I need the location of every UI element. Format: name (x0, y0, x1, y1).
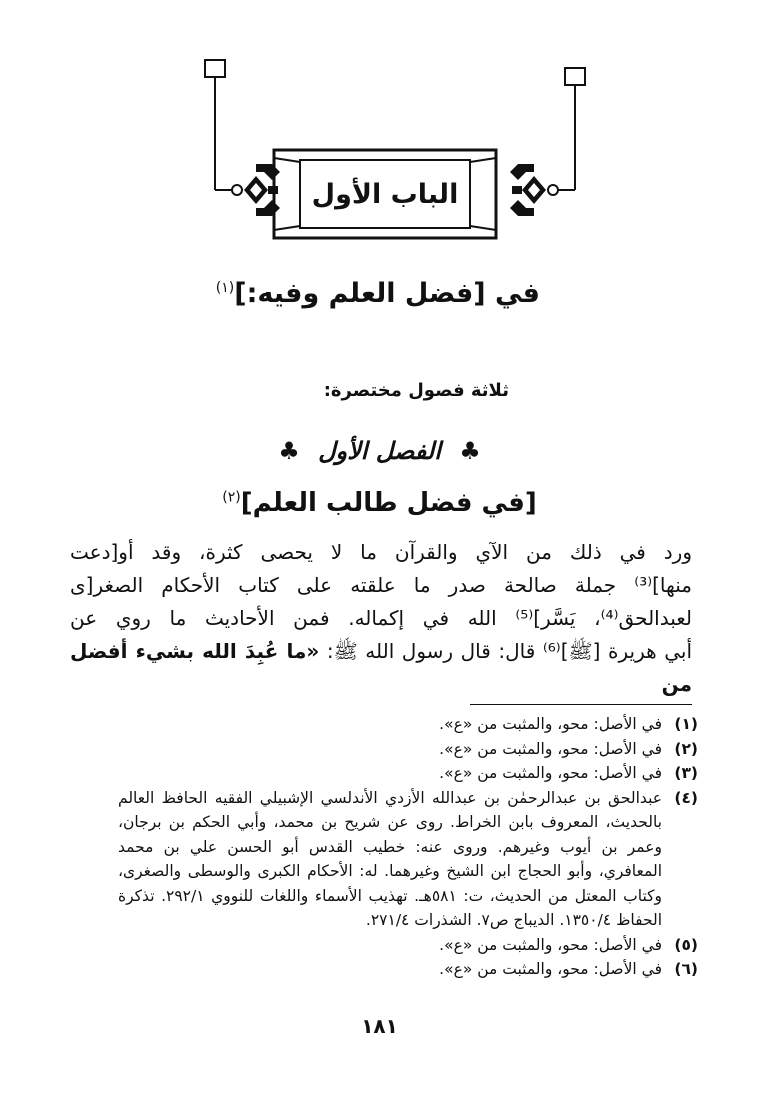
footnotes (118, 712, 698, 982)
footnote-text: في الأصل: محو، والمثبت من «ع». (439, 960, 662, 978)
section-title-text: الفصل الأول (318, 436, 441, 465)
footnote-separator (470, 704, 692, 705)
footnote (118, 957, 698, 982)
tree-ornament-icon: ♣ (278, 436, 300, 465)
footnote-number: (٤) (674, 788, 698, 807)
chapter-title: الباب الأول (311, 178, 459, 210)
section-subtitle (0, 488, 759, 518)
footnote-text: في الأصل: محو، والمثبت من «ع». (439, 715, 662, 733)
footnote-number: (٣) (674, 764, 698, 782)
chapter-header-ornament (0, 0, 759, 270)
footnote-number: (٥) (674, 935, 698, 954)
footnote-text: في الأصل: محو، والمثبت من «ع». (439, 935, 662, 954)
body-line-plain: أبي هريرة [ﷺ]⁽⁶⁾ قال: قال رسول الله ﷺ: (326, 639, 693, 663)
footnote-number: (٢) (674, 739, 698, 758)
page-number: ١٨١ (361, 1014, 398, 1038)
footnote-text: عبدالحق بن عبدالرحمٰن بن عبدالله الأزدي الأندلسي الإشبيلي الفقيه الحافظ العالم بالحديث، المعروف بابن الخراط. روى عن شريح بن محمد، وأبي الحكم بن برجان، وعمر بن أيوب وغيرهم. وروى عنه: خطيب القدس أبو الحسن علي بن محمد المعافري، وأبو الحجاج ابن الشيخ وغيرهما. له: الأحكام الكبرى والوسطى والصغرى، وكتاب المعتل من الحديث، ت: ٥٨١هـ. تهذيب الأسماء واللغات للنووي ٢٩٢/١. تذكرة الحفاظ ١٣٥٠/٤. الديباج ص٧. الشذرات ٢٧١/٤. (118, 788, 662, 929)
section-subtitle-footnote-ref: (٢) (222, 489, 241, 506)
footnote-number: (٦) (674, 960, 698, 978)
chapter-subtitle-footnote-ref: (١) (215, 280, 235, 296)
footnote (118, 712, 698, 737)
footnote (118, 933, 698, 958)
body-line: لعبدالحق⁽⁴⁾، يَسَّر]⁽⁵⁾ الله في إكماله. فمن الأحاديث ما روي عن (70, 606, 693, 630)
tree-ornament-icon: ♣ (459, 436, 481, 465)
footnote (118, 786, 698, 933)
footnote-text: في الأصل: محو، والمثبت من «ع». (439, 739, 662, 758)
chapter-subtitle-text: في [فضل العلم وفيه:] (234, 278, 540, 309)
body-paragraph (70, 536, 692, 701)
intro-line: ثلاثة فصول مختصرة: (323, 380, 509, 401)
section-title (0, 436, 759, 465)
frame-ornament-graphic (0, 0, 759, 270)
section-subtitle-text: [في فضل طالب العلم] (240, 488, 537, 518)
body-line: ورد في ذلك من الآي والقرآن ما لا يحصى كثرة، وقد أو[دعت (70, 540, 692, 564)
footnote (118, 737, 698, 762)
footnote-text: في الأصل: محو، والمثبت من «ع». (439, 764, 662, 782)
chapter-subtitle (150, 278, 540, 309)
body-line (70, 635, 692, 701)
body-line: منها]⁽³⁾ جملة صالحة صدر ما علقته على كتاب الأحكام الصغر[ى (70, 573, 692, 597)
hadith-quote: «ما عُبِدَ الله بشيء أفضل من (70, 639, 692, 696)
footnote (118, 761, 698, 786)
footnote-number: (١) (674, 715, 698, 733)
